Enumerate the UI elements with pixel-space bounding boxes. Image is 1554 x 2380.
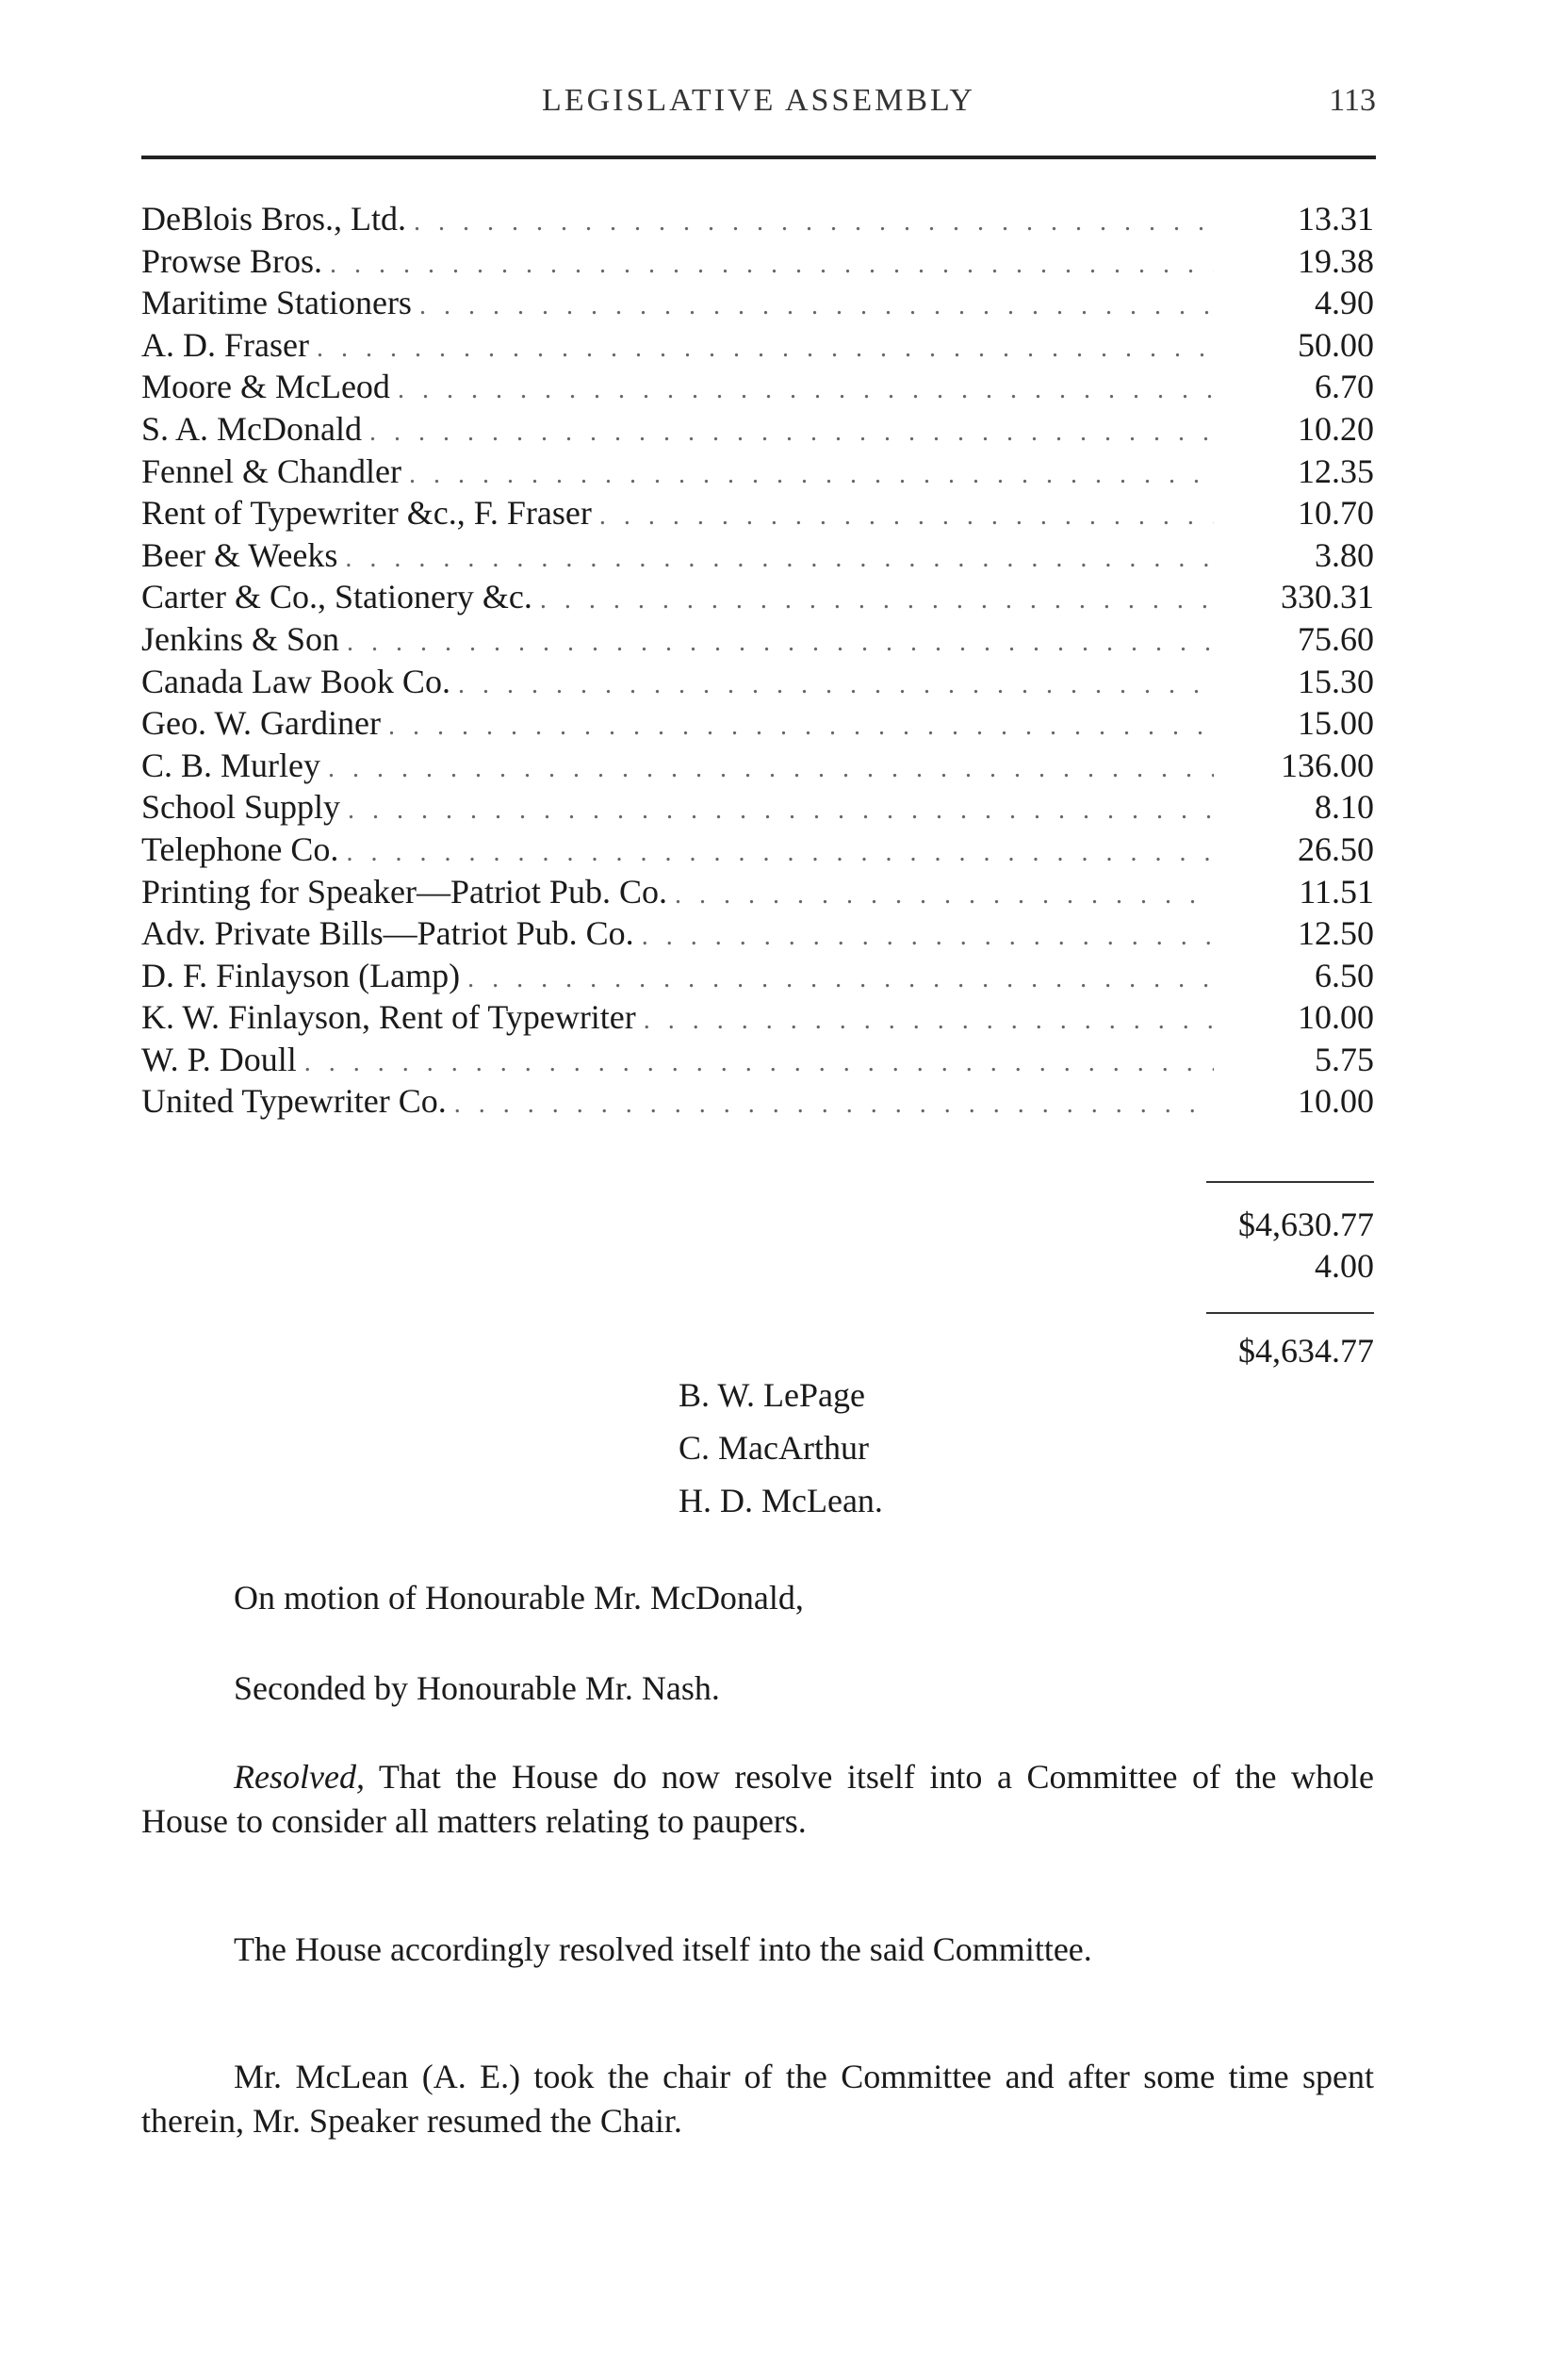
ledger-amount: 3.80 — [1315, 535, 1374, 574]
ledger-payee: Prowse Bros. — [141, 241, 323, 280]
ledger-row — [141, 745, 1374, 787]
header-rule — [141, 156, 1376, 159]
dot-leader — [304, 1042, 1214, 1085]
dot-leader — [454, 1084, 1214, 1126]
ledger-row — [141, 786, 1374, 829]
signature-line: H. D. McLean. — [679, 1482, 883, 1519]
ledger-amount: 11.51 — [1299, 872, 1374, 911]
dot-leader — [458, 665, 1214, 707]
motion-paragraph: On motion of Honourable Mr. McDonald, — [234, 1579, 804, 1617]
dot-leader — [347, 622, 1214, 665]
ledger-payee: W. P. Doull — [141, 1040, 297, 1078]
ledger-row — [141, 282, 1374, 324]
ledger-amount: 15.30 — [1298, 662, 1374, 700]
ledger-row — [141, 661, 1374, 703]
ledger-row — [141, 366, 1374, 408]
dot-leader — [642, 916, 1214, 959]
resolved-text: That the House do now resolve itself into a Committee of the whole House to consider all matters relating to paupers. — [141, 1758, 1374, 1840]
addition-amount: 4.00 — [1315, 1247, 1374, 1285]
dot-leader — [330, 244, 1214, 287]
ledger-payee: Carter & Co., Stationery &c. — [141, 578, 532, 616]
ledger-amount: 13.31 — [1298, 200, 1374, 238]
ledger-payee: Fennel & Chandler — [141, 451, 401, 490]
ledger-amount: 50.00 — [1298, 325, 1374, 364]
dot-leader — [467, 959, 1214, 1001]
ledger-payee: Moore & McLeod — [141, 368, 390, 406]
ledger-row — [141, 534, 1374, 577]
ledger-amount: 10.00 — [1298, 998, 1374, 1037]
ledger-row — [141, 492, 1374, 534]
ledger-row — [141, 1039, 1374, 1081]
ledger-row — [141, 1080, 1374, 1123]
dot-leader — [369, 412, 1214, 454]
dot-leader — [599, 496, 1214, 538]
running-header — [141, 83, 1376, 130]
signature-line: C. MacArthur — [679, 1429, 869, 1467]
ledger-row — [141, 702, 1374, 745]
ledger-row — [141, 576, 1374, 618]
ledger-payee: Rent of Typewriter &c., F. Fraser — [141, 494, 592, 533]
ledger-payee: Adv. Private Bills—Patriot Pub. Co. — [141, 914, 634, 953]
signature-line: B. W. LePage — [679, 1376, 865, 1414]
dot-leader — [644, 1000, 1214, 1042]
page-number: 113 — [1329, 83, 1376, 118]
ledger-amount: 8.10 — [1315, 788, 1374, 827]
ledger-payee: A. D. Fraser — [141, 325, 309, 364]
signatures — [679, 1369, 883, 1527]
dot-leader — [409, 454, 1214, 497]
seconded-paragraph: Seconded by Honourable Mr. Nash. — [234, 1669, 720, 1707]
ledger-amount: 10.20 — [1298, 409, 1374, 448]
dot-leader — [419, 286, 1214, 328]
ledger-amount: 75.60 — [1298, 619, 1374, 658]
ledger-payee: United Typewriter Co. — [141, 1082, 447, 1121]
ledger-amount: 6.50 — [1315, 956, 1374, 994]
sum-rule — [1206, 1181, 1374, 1183]
ledger-row — [141, 912, 1374, 955]
ledger-payee: School Supply — [141, 788, 341, 827]
ledger-payee: Canada Law Book Co. — [141, 662, 450, 700]
ledger-amount: 26.50 — [1298, 829, 1374, 868]
dot-leader — [414, 202, 1214, 244]
ledger-payee: Beer & Weeks — [141, 535, 338, 574]
subtotal-amount: $4,630.77 — [1238, 1206, 1374, 1243]
ledger-row — [141, 829, 1374, 871]
ledger-row — [141, 996, 1374, 1039]
chair-paragraph: Mr. McLean (A. E.) took the chair of the Committee and after some time spent therein, Mr. Speaker resumed the Chair. — [141, 2058, 1374, 2140]
ledger-row — [141, 240, 1374, 283]
ledger-payee: K. W. Finlayson, Rent of Typewriter — [141, 998, 636, 1037]
ledger-row — [141, 451, 1374, 493]
ledger-payee: C. B. Murley — [141, 746, 321, 784]
dot-leader — [345, 538, 1214, 581]
expense-ledger — [141, 198, 1374, 1123]
dot-leader — [675, 875, 1214, 917]
resolved-label: Resolved, — [234, 1758, 365, 1796]
ledger-payee: S. A. McDonald — [141, 409, 362, 448]
dot-leader — [317, 328, 1214, 370]
ledger-payee: Telephone Co. — [141, 829, 339, 868]
ledger-row — [141, 618, 1374, 661]
ledger-amount: 12.35 — [1298, 451, 1374, 490]
dot-leader — [346, 832, 1214, 875]
grand-total-amount: $4,634.77 — [1238, 1332, 1374, 1370]
dot-leader — [388, 706, 1214, 748]
ledger-amount: 136.00 — [1281, 746, 1374, 784]
resolved-paragraph — [141, 1755, 1374, 1844]
ledger-amount: 12.50 — [1298, 914, 1374, 953]
ledger-amount: 5.75 — [1315, 1040, 1374, 1078]
ledger-amount: 15.00 — [1298, 704, 1374, 743]
ledger-amount: 10.70 — [1298, 494, 1374, 533]
ledger-payee: Maritime Stationers — [141, 284, 412, 322]
ledger-amount: 6.70 — [1315, 368, 1374, 406]
total-rule — [1206, 1312, 1374, 1314]
header-title: LEGISLATIVE ASSEMBLY — [542, 83, 975, 118]
committee-paragraph: The House accordingly resolved itself into the said Committee. — [234, 1930, 1092, 1968]
dot-leader — [540, 580, 1214, 622]
ledger-payee: DeBlois Bros., Ltd. — [141, 200, 407, 238]
ledger-payee: Geo. W. Gardiner — [141, 704, 381, 743]
dot-leader — [398, 369, 1214, 412]
ledger-row — [141, 955, 1374, 997]
ledger-amount: 4.90 — [1315, 284, 1374, 322]
ledger-row — [141, 198, 1374, 240]
ledger-amount: 19.38 — [1298, 241, 1374, 280]
ledger-row — [141, 408, 1374, 451]
ledger-amount: 330.31 — [1281, 578, 1374, 616]
dot-leader — [328, 748, 1214, 791]
ledger-row — [141, 324, 1374, 367]
ledger-payee: D. F. Finlayson (Lamp) — [141, 956, 461, 994]
ledger-payee: Jenkins & Son — [141, 619, 340, 658]
dot-leader — [348, 790, 1214, 832]
ledger-row — [141, 871, 1374, 913]
ledger-amount: 10.00 — [1298, 1082, 1374, 1121]
ledger-payee: Printing for Speaker—Patriot Pub. Co. — [141, 872, 667, 911]
